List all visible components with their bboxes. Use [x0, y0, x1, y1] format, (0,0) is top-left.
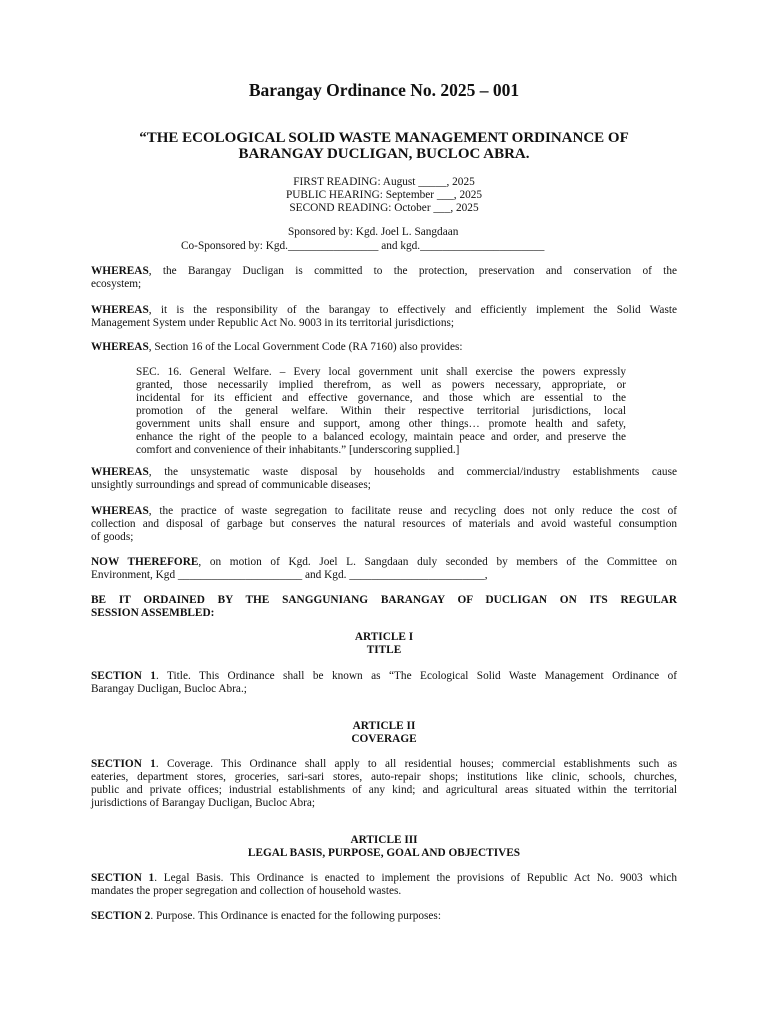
- section-text: Barangay Ducligan, Bucloc Abra.;: [91, 683, 247, 695]
- clause-text: , the practice of waste segregation to facilitate reuse and recycling does not only reduce the cost of: [148, 505, 677, 517]
- article-name: TITLE: [366, 644, 402, 656]
- section-paragraph: [91, 670, 677, 696]
- whereas-clause: [91, 466, 677, 492]
- clause-text: collection and disposal of garbage but conserves the natural resources of materials and avoid wasteful consumption: [91, 518, 677, 530]
- article-heading: [0, 631, 768, 657]
- whereas-keyword: WHEREAS: [91, 304, 149, 316]
- now-therefore-clause: [91, 556, 677, 582]
- quote-line: incidental for its efficient and effective governance, and those which are essential to the: [136, 392, 626, 404]
- readings-schedule: [0, 176, 768, 215]
- article-heading: [0, 834, 768, 860]
- quote-line: granted, those necessarily implied therefrom, as well as powers necessary, appropriate, or: [136, 379, 626, 391]
- now-therefore-keyword: NOW THEREFORE: [91, 556, 199, 568]
- section-text: public and private offices; industrial establishments of any kind; and agricultural areas situated within the territorial: [91, 784, 677, 796]
- ordinance-subtitle: [60, 130, 708, 162]
- section-text: . Legal Basis. This Ordinance is enacted to implement the provisions of Republic Act No. 9003 which: [154, 872, 678, 884]
- section-text: jurisdictions of Barangay Ducligan, Bucloc Abra;: [91, 797, 316, 809]
- section-text: eateries, department stores, groceries, sari-sari stores, auto-repair shops; institutions like clinic, schools, churches,: [91, 771, 677, 783]
- article-name: LEGAL BASIS, PURPOSE, GOAL AND OBJECTIVES: [247, 847, 521, 859]
- first-reading: FIRST READING: August _____, 2025: [293, 176, 475, 188]
- section-text: . Coverage. This Ordinance shall apply to all residential houses; commercial establishments such as: [155, 758, 678, 770]
- subtitle-line: “THE ECOLOGICAL SOLID WASTE MANAGEMENT ORDINANCE OF: [139, 130, 629, 146]
- clause-text: , Section 16 of the Local Government Code (RA 7160) also provides:: [148, 341, 463, 353]
- section-paragraph: [91, 910, 677, 923]
- clause-text: , it is the responsibility of the barangay to effectively and efficiently implement the Solid Waste: [148, 304, 677, 316]
- clause-text: unsightly surroundings and spread of communicable diseases;: [91, 479, 371, 491]
- clause-text: Management System under Republic Act No. 9003 in its territorial jurisdictions;: [91, 317, 455, 329]
- second-reading: SECOND READING: October ___, 2025: [289, 202, 479, 214]
- quote-line: comfort and convenience of their inhabitants.” [underscoring supplied.]: [136, 444, 460, 456]
- section-text: . Purpose. This Ordinance is enacted for the following purposes:: [150, 910, 441, 922]
- clause-text: , the unsystematic waste disposal by households and commercial/industry establishments cause: [148, 466, 677, 478]
- cosponsor-line: Co-Sponsored by: Kgd.________________ and kgd.______________________: [181, 240, 545, 252]
- ordained-clause: [91, 594, 677, 620]
- whereas-keyword: WHEREAS: [91, 466, 149, 478]
- quote-line: promotion of the general welfare. Within their respective territorial jurisdictions, local: [136, 405, 626, 417]
- public-hearing: PUBLIC HEARING: September ___, 2025: [285, 189, 483, 201]
- whereas-keyword: WHEREAS: [91, 265, 149, 277]
- quote-line: government units shall ensure and support, among other things… promote health and safety,: [136, 418, 626, 430]
- section-keyword: SECTION 2: [91, 910, 151, 922]
- section-text: mandates the proper segregation and collection of household wastes.: [91, 885, 402, 897]
- ordained-text: SESSION ASSEMBLED:: [91, 607, 215, 619]
- article-heading: [0, 720, 768, 746]
- clause-text: ecosystem;: [91, 278, 142, 290]
- section-keyword: SECTION 1: [91, 758, 156, 770]
- sponsor-line: Sponsored by: Kgd. Joel L. Sangdaan: [288, 226, 459, 238]
- article-name: COVERAGE: [351, 733, 417, 745]
- clause-text: Environment, Kgd ______________________ and Kgd. ________________________,: [91, 569, 488, 581]
- subtitle-line: BARANGAY DUCLIGAN, BUCLOC ABRA.: [238, 146, 530, 162]
- section-keyword: SECTION 1: [91, 670, 156, 682]
- whereas-clause: [91, 304, 677, 330]
- clause-text: of goods;: [91, 531, 134, 543]
- whereas-clause: [91, 505, 677, 544]
- clause-text: , on motion of Kgd. Joel L. Sangdaan duly seconded by members of the Committee on: [198, 556, 678, 568]
- clause-text: , the Barangay Ducligan is committed to the protection, preservation and conservation of the: [148, 265, 677, 277]
- ordained-text: BE IT ORDAINED BY THE SANGGUNIANG BARANGAY OF DUCLIGAN ON ITS REGULAR: [91, 594, 677, 606]
- whereas-clause: [91, 341, 677, 354]
- ordinance-title: Barangay Ordinance No. 2025 – 001: [248, 80, 520, 100]
- section-paragraph: [91, 758, 677, 810]
- quote-line: SEC. 16. General Welfare. – Every local government unit shall exercise the powers expressly: [136, 366, 626, 378]
- whereas-keyword: WHEREAS: [91, 341, 149, 353]
- whereas-clause: [91, 265, 677, 291]
- whereas-keyword: WHEREAS: [91, 505, 149, 517]
- section-text: . Title. This Ordinance shall be known as “The Ecological Solid Waste Management Ordinance of: [155, 670, 677, 682]
- section-keyword: SECTION 1: [91, 872, 155, 884]
- section-paragraph: [91, 872, 677, 898]
- article-number: ARTICLE III: [350, 834, 418, 846]
- quoted-provision: [136, 366, 626, 457]
- article-number: ARTICLE I: [354, 631, 414, 643]
- article-number: ARTICLE II: [352, 720, 416, 732]
- quote-line: enhance the right of the people to a balanced ecology, maintain peace and order, and preserve the: [136, 431, 626, 443]
